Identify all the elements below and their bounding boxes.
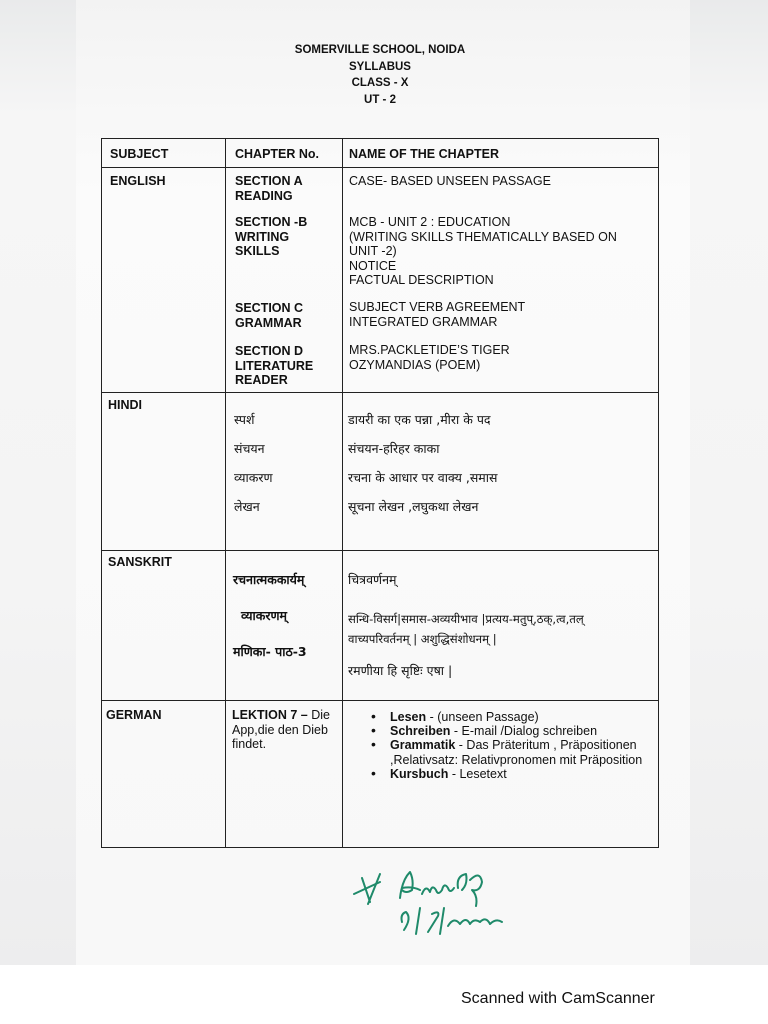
scanner-watermark: Scanned with CamScanner	[461, 990, 655, 1007]
row-divider	[102, 392, 658, 393]
topic-detail: - Lesetext	[448, 766, 507, 781]
english-section-c	[235, 301, 303, 330]
section-c-line: SECTION C	[235, 301, 304, 315]
sanskrit-name-line: वाच्यपरिवर्तनम् | अशुद्धिसंशोधनम् |	[348, 632, 497, 646]
list-item	[368, 710, 658, 724]
row-divider	[102, 550, 658, 551]
section-b-name-line: FACTUAL DESCRIPTION	[349, 273, 494, 287]
section-d-line: SECTION D	[235, 344, 304, 358]
english-section-d-name	[349, 343, 510, 372]
hindi-chapter-name: सूचना लेखन ,लघुकथा लेखन	[348, 499, 479, 514]
list-item	[368, 724, 658, 738]
german-chapter-title: Die	[307, 708, 330, 722]
english-section-b	[235, 215, 307, 259]
english-section-d	[235, 344, 313, 388]
section-c-name-line: INTEGRATED GRAMMAR	[349, 314, 498, 329]
german-chapter-title-line: findet.	[232, 737, 267, 751]
row-divider	[102, 700, 658, 701]
subject-english: ENGLISH	[110, 174, 166, 188]
topic-title: Grammatik	[390, 738, 456, 753]
sanskrit-chapter: मणिका- पाठ-3	[233, 644, 307, 659]
subject-german: GERMAN	[106, 708, 162, 722]
section-b-name-line: (WRITING SKILLS THEMATICALLY BASED ON	[349, 229, 617, 244]
row-divider	[102, 167, 658, 168]
section-d-name-line: MRS.PACKLETIDE’S TIGER	[349, 343, 510, 357]
sanskrit-chapter-name: रमणीया हि सृष्टिः एषा |	[348, 663, 453, 678]
section-a-line: READING	[235, 188, 293, 203]
section-b-line: SECTION -B	[235, 215, 308, 229]
sanskrit-chapter: रचनात्मककार्यम्	[233, 572, 305, 587]
column-divider	[225, 139, 226, 847]
german-chapter-number: LEKTION 7 –	[232, 708, 308, 722]
section-c-name-line: SUBJECT VERB AGREEMENT	[349, 300, 526, 314]
subject-sanskrit: SANSKRIT	[108, 555, 172, 569]
hindi-chapter-name: डायरी का एक पन्ना ,मीरा के पद	[348, 412, 491, 427]
english-section-a	[235, 174, 303, 203]
section-b-line: SKILLS	[235, 244, 280, 258]
section-b-name-line: UNIT -2)	[349, 244, 397, 258]
hindi-chapter: संचयन	[234, 441, 265, 456]
sanskrit-chapter-name	[348, 609, 654, 649]
list-item	[368, 738, 658, 766]
school-name: SOMERVILLE SCHOOL, NOIDA	[294, 44, 466, 56]
sanskrit-name-line: सन्धि-विसर्ग|समास-अव्ययीभाव |प्रत्यय-मतुप्,ठक्,त्व,तल्	[348, 612, 584, 626]
hindi-chapter: लेखन	[234, 499, 260, 514]
sanskrit-chapter: व्याकरणम्	[241, 608, 287, 623]
handwritten-signature	[340, 860, 540, 940]
section-d-line: READER	[235, 373, 288, 387]
english-section-b-name	[349, 215, 617, 288]
topic-detail: - E-mail /Dialog schreiben	[450, 724, 598, 739]
column-header-chapter: CHAPTER No.	[235, 147, 320, 161]
hindi-chapter: स्पर्श	[234, 412, 255, 427]
hindi-chapter: व्याकरण	[234, 470, 273, 485]
topic-detail: - (unseen Passage)	[426, 710, 539, 724]
topic-detail: - Das Präteritum , Präpositionen ,Relativsatz: Relativpronomen mit Präposition	[390, 738, 643, 767]
english-section-a-name: CASE- BASED UNSEEN PASSAGE	[349, 174, 551, 188]
section-c-line: GRAMMAR	[235, 315, 302, 330]
document-title: SYLLABUS	[349, 60, 411, 73]
hindi-chapter-name: रचना के आधार पर वाक्य ,समास	[348, 470, 498, 485]
term-label: UT - 2	[364, 93, 396, 106]
section-b-name-line: MCB - UNIT 2 : EDUCATION	[349, 215, 511, 229]
subject-hindi: HINDI	[108, 398, 143, 412]
german-chapter-title-line: App,die den Dieb	[232, 722, 328, 737]
english-section-c-name	[349, 300, 525, 329]
class-label: CLASS - X	[351, 77, 409, 89]
column-header-name: NAME OF THE CHAPTER	[349, 147, 499, 161]
sanskrit-chapter-name: चित्रवर्णनम्	[348, 572, 397, 587]
section-b-line: WRITING	[235, 229, 290, 244]
german-chapter	[232, 708, 344, 752]
german-topic-list	[368, 710, 658, 781]
topic-title: Lesen	[390, 710, 427, 724]
section-b-name-line: NOTICE	[349, 258, 397, 273]
topic-title: Schreiben	[390, 724, 451, 739]
document-header	[200, 42, 560, 108]
topic-title: Kursbuch	[390, 766, 449, 781]
column-header-subject: SUBJECT	[110, 147, 169, 161]
hindi-chapter-name: संचयन-हरिहर काका	[348, 441, 440, 456]
section-a-line: SECTION A	[235, 174, 303, 188]
section-d-name-line: OZYMANDIAS (POEM)	[349, 357, 481, 372]
list-item	[368, 767, 658, 781]
section-d-line: LITERATURE	[235, 358, 314, 373]
